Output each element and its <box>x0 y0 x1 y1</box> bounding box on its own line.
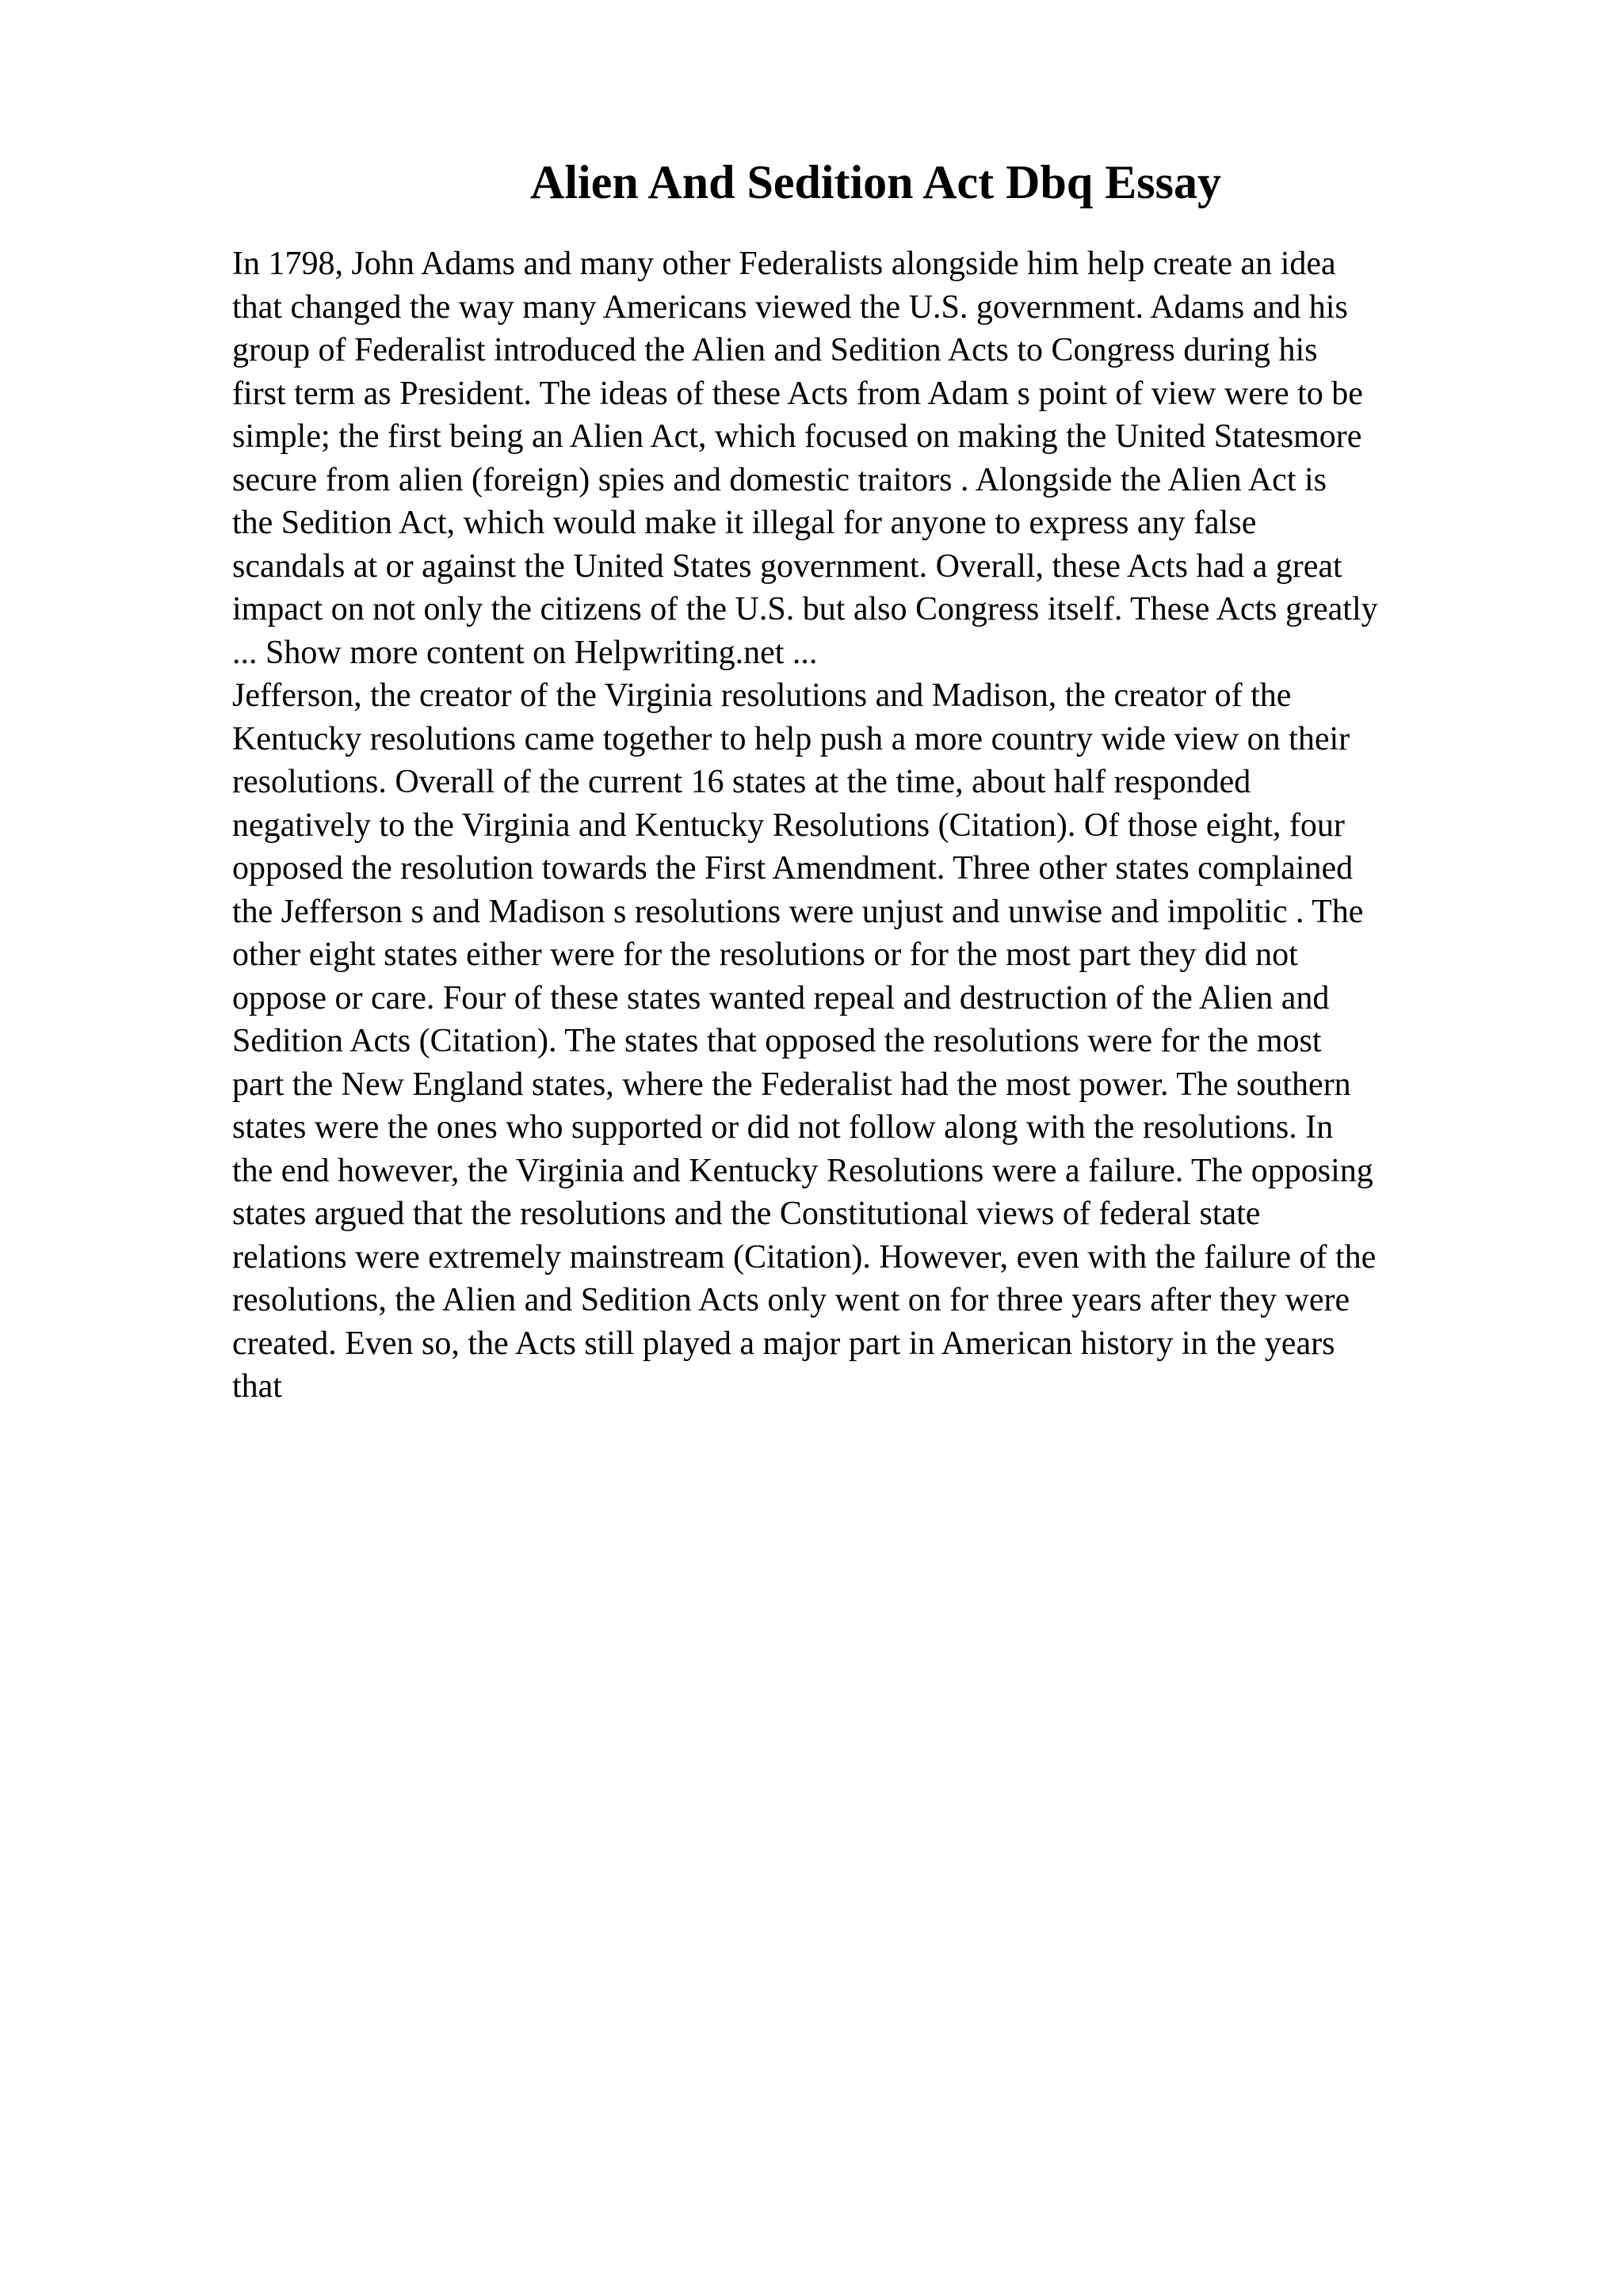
text-line: Kentucky resolutions came together to help push a more country wide view on their <box>232 720 1350 757</box>
text-line: that <box>232 1368 282 1405</box>
text-line: states were the ones who supported or did not follow along with the resolutions. In <box>232 1109 1334 1146</box>
document-title: Alien And Sedition Act Dbq Essay <box>530 156 1221 208</box>
text-line: secure from alien (foreign) spies and domestic traitors . Alongside the Alien Act is <box>232 461 1327 498</box>
text-line: opposed the resolution towards the First Amendment. Three other states complained <box>232 850 1354 887</box>
text-line: scandals at or against the United States government. Overall, these Acts had a great <box>232 547 1342 585</box>
text-line: states argued that the resolutions and the Constitutional views of federal state <box>232 1196 1261 1232</box>
text-line: part the New England states, where the Federalist had the most power. The southern <box>232 1066 1351 1103</box>
show-more-text: ... Show more content on Helpwriting.net ... <box>232 634 818 671</box>
text-line: group of Federalist introduced the Alien and Sedition Acts to Congress during his <box>232 332 1318 368</box>
essay-body <box>232 242 1623 1409</box>
text-line: relations were extremely mainstream (Citation). However, even with the failure of the <box>232 1238 1377 1276</box>
text-line: first term as President. The ideas of these Acts from Adam s point of view were to be <box>232 375 1363 412</box>
text-line: Jefferson, the creator of the Virginia resolutions and Madison, the creator of the <box>232 677 1292 714</box>
text-line: Sedition Acts (Citation). The states that opposed the resolutions were for the most <box>232 1023 1322 1059</box>
text-line: the Sedition Act, which would make it illegal for anyone to express any false <box>232 505 1257 541</box>
text-line: impact on not only the citizens of the U.S. but also Congress itself. These Acts greatly <box>232 591 1378 627</box>
text-line: oppose or care. Four of these states wanted repeal and destruction of the Alien and <box>232 979 1330 1016</box>
text-line: the end however, the Virginia and Kentucky Resolutions were a failure. The opposing <box>232 1152 1373 1189</box>
text-line: that changed the way many Americans viewed the U.S. government. Adams and his <box>232 288 1348 326</box>
text-line: resolutions, the Alien and Sedition Acts only went on for three years after they were <box>232 1282 1350 1318</box>
text-line: the Jefferson s and Madison s resolutions were unjust and unwise and impolitic . The <box>232 893 1364 930</box>
text-line: In 1798, John Adams and many other Federalists alongside him help create an idea <box>232 246 1336 282</box>
text-line: created. Even so, the Acts still played a major part in American history in the years <box>232 1325 1335 1362</box>
text-line: negatively to the Virginia and Kentucky Resolutions (Citation). Of those eight, four <box>232 807 1345 844</box>
text-line: resolutions. Overall of the current 16 states at the time, about half responded <box>232 764 1251 800</box>
text-line: simple; the first being an Alien Act, which focused on making the United Statesmore <box>232 418 1362 455</box>
text-line: other eight states either were for the resolutions or for the most part they did not <box>232 936 1298 973</box>
